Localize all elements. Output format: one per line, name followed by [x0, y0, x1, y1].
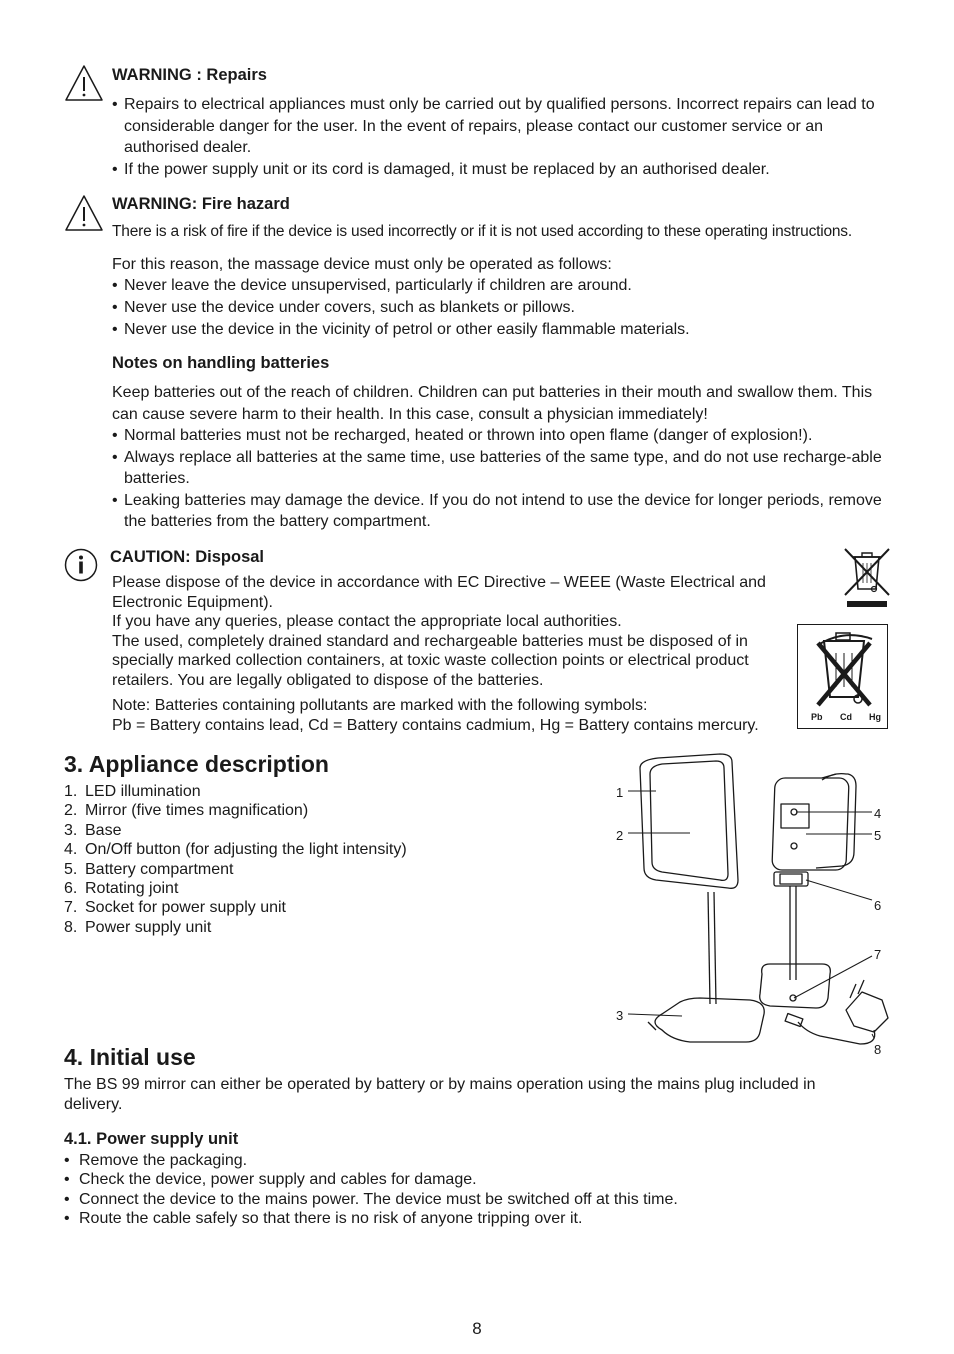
list-item: • Never use the device under covers, such as blankets or pillows. [112, 297, 892, 319]
disposal-paragraph: Please dispose of the device in accordance with EC Directive – WEEE (Waste Electrical and Electronic Equipment). [112, 574, 766, 611]
warning-triangle-icon [64, 194, 104, 232]
list-item: 5. Battery compartment [64, 860, 234, 878]
list-item: • Always replace all batteries at the same time, use batteries of the same type, and do not use recharge-able batteries. [112, 447, 888, 490]
mirror-illustration [610, 752, 900, 1062]
disposal-paragraph: Note: Batteries containing pollutants are marked with the following symbols: [112, 697, 648, 714]
list-item: 1. LED illumination [64, 783, 201, 800]
list-item: • Route the cable safely so that there is no risk of anyone tripping over it. [64, 1209, 864, 1228]
batteries-list [112, 425, 888, 533]
disposal-title: CAUTION: Disposal [110, 548, 265, 566]
battery-symbol-hg: Hg [869, 712, 881, 722]
list-item: • Remove the packaging. [64, 1151, 864, 1170]
callout-label: 6 [874, 898, 882, 913]
disposal-text [112, 573, 792, 690]
callout-label: 8 [874, 1042, 882, 1057]
appliance-parts-list [64, 782, 544, 937]
list-item: 3. Base [64, 821, 122, 839]
list-item: • Connect the device to the mains power. The device must be switched off at this time. [64, 1190, 864, 1209]
list-item: • Leaking batteries may damage the device. If you do not intend to use the device for longer periods, remove the batteries from the battery compartment. [112, 490, 888, 533]
list-item: • Never use the device in the vicinity of petrol or other easily flammable materials. [112, 319, 892, 341]
callout-label: 3 [616, 1008, 624, 1023]
warning-fire-intro: There is a risk of fire if the device is used incorrectly or if it is not used according to these operating instructions. [112, 223, 852, 240]
callout-label: 7 [874, 947, 882, 962]
warning-repairs-title: WARNING : Repairs [112, 66, 267, 84]
list-item: • If the power supply unit or its cord is damaged, it must be replaced by an authorised dealer. [112, 159, 892, 181]
list-item: • Normal batteries must not be recharged, heated or thrown into open flame (danger of explosion!). [112, 425, 888, 447]
battery-symbol-cd: Cd [840, 712, 852, 722]
list-item: 4. On/Off button (for adjusting the light intensity) [64, 841, 407, 859]
page-number: 8 [472, 1319, 482, 1338]
warning-repairs-list [112, 94, 892, 180]
power-supply-list [64, 1151, 864, 1229]
batteries-intro: Keep batteries out of the reach of children. Children can put batteries in their mouth and swallow them. This can cause severe harm to their health. In this case, consult a physician immediately! [112, 384, 873, 423]
battery-disposal-symbol [797, 624, 888, 729]
callout-label: 1 [616, 785, 624, 800]
warning-fire-list [112, 275, 892, 341]
callout-label: 2 [616, 828, 624, 843]
callout-label: 5 [874, 828, 882, 843]
list-item: • Repairs to electrical appliances must only be carried out by qualified persons. Incorrect repairs can lead to considerable danger for the user. In the event of repairs, please contact our customer service or an authorised dealer. [112, 94, 892, 159]
list-item: • Never leave the device unsupervised, particularly if children are around. [112, 275, 892, 297]
power-supply-subheading: 4.1. Power supply unit [64, 1130, 239, 1148]
warning-triangle-icon [64, 64, 104, 102]
disposal-paragraph: Pb = Battery contains lead, Cd = Battery contains cadmium, Hg = Battery contains mercury. [112, 716, 759, 734]
batteries-title: Notes on handling batteries [112, 354, 330, 372]
warning-fire-title: WARNING: Fire hazard [112, 195, 290, 213]
list-item: 2. Mirror (five times magnification) [64, 802, 309, 820]
disposal-paragraph: The used, completely drained standard and rechargeable batteries must be disposed of in specially marked collection containers, at toxic waste collection points or electrical product retailers. You are legally obligated to dispose of the batteries. [112, 632, 749, 689]
info-icon [64, 548, 98, 582]
battery-symbol-pb: Pb [811, 712, 823, 722]
crossed-bin-icon [806, 627, 880, 709]
disposal-paragraph: If you have any queries, please contact the appropriate local authorities. [112, 613, 622, 630]
list-item: • Check the device, power supply and cables for damage. [64, 1170, 864, 1189]
weee-crossed-bin-icon [843, 547, 891, 609]
warning-fire-lead: For this reason, the massage device must only be operated as follows: [112, 256, 612, 273]
disposal-note [112, 696, 802, 735]
initial-use-heading: 4. Initial use [64, 1044, 196, 1070]
list-item: 7. Socket for power supply unit [64, 899, 286, 917]
list-item: 6. Rotating joint [64, 880, 179, 898]
callout-label: 4 [874, 806, 882, 821]
initial-use-intro: The BS 99 mirror can either be operated by battery or by mains operation using the mains plug included in delivery. [64, 1076, 816, 1113]
list-item: 8. Power supply unit [64, 918, 212, 936]
appliance-description-heading: 3. Appliance description [64, 751, 329, 777]
